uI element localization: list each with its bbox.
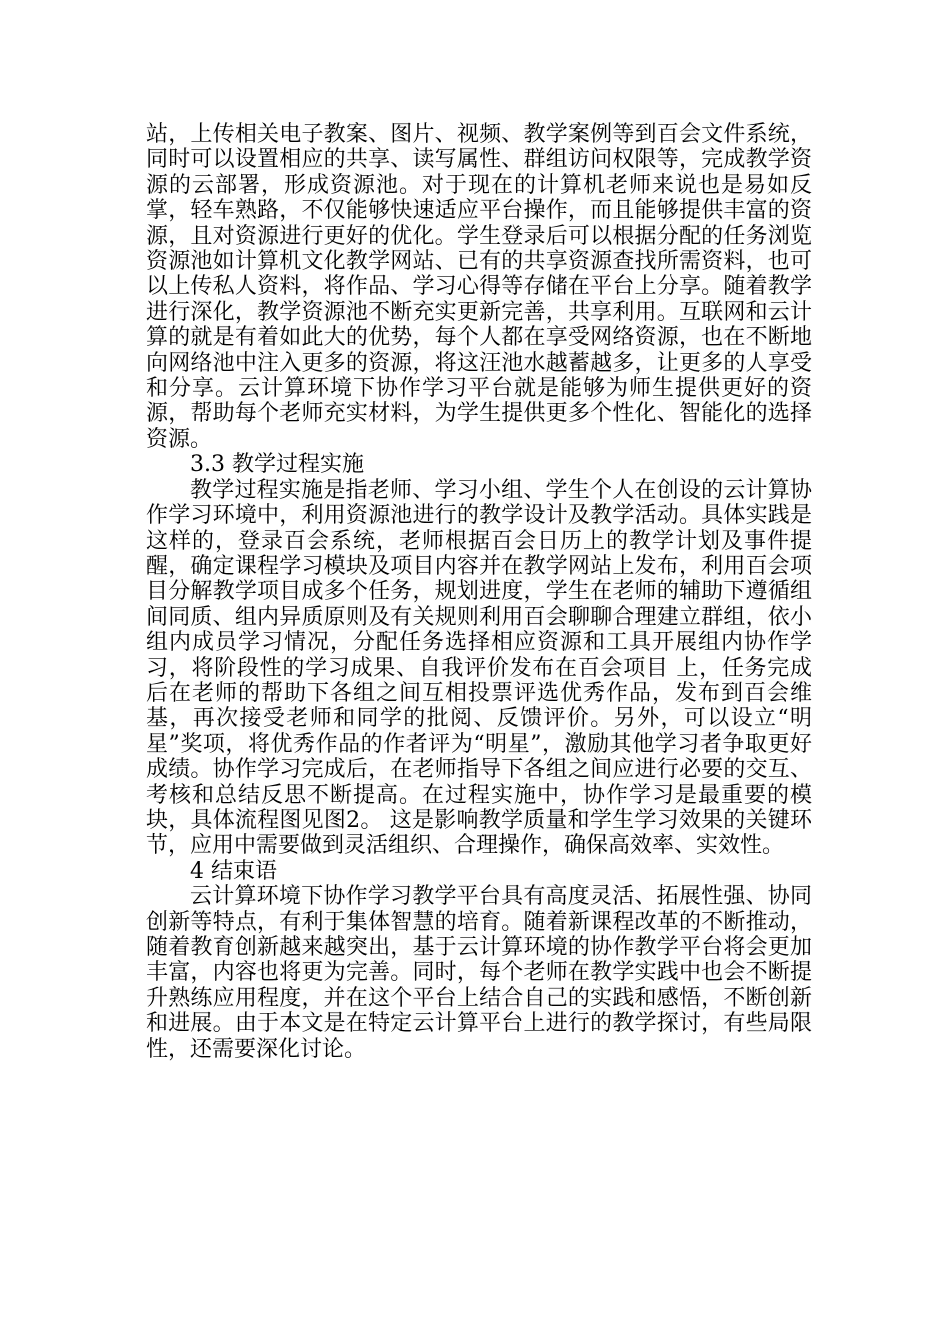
paragraph-conclusion: 云计算环境下协作学习教学平台具有高度灵活、拓展性强、协同创新等特点，有利于集体智慧的培育。随着新课程改革的不断推动，随着教育创新越来越突出，基于云计算环境的协作教学平台将会更加丰富，内容也将更为完善。同时，每个老师在教学实践中也会不断提升熟练应用程度，并在这个平台上结合自己的实践和感悟，不断创新和进展。由于本文是在特定云计算平台上进行的教学探讨，有些局限性，还需要深化讨论。	[146, 884, 812, 1062]
section-heading-3-3: 3.3 教学过程实施	[190, 452, 364, 478]
document-body	[146, 122, 812, 1062]
paragraph-resource-pool: 站，上传相关电子教案、图片、视频、教学案例等到百会文件系统，同时可以设置相应的共享、读写属性、群组访问权限等，完成教学资源的云部署，形成资源池。对于现在的计算机老师来说也是易如反掌，轻车熟路，不仅能够快速适应平台操作，而且能够提供丰富的资源，且对资源进行更好的优化。学生登录后可以根据分配的任务浏览资源池如计算机文化教学网站、已有的共享资源查找所需资料，也可以上传私人资料，将作品、学习心得等存储在平台上分享。随着教学进行深化，教学资源池不断充实更新完善，共享利用。互联网和云计算的就是有着如此大的优势，每个人都在享受网络资源，也在不断地向网络池中注入更多的资源，将这汪池水越蓄越多，让更多的人享受和分享。云计算环境下协作学习平台就是能够为师生提供更好的资源，帮助每个老师充实材料，为学生提供更多个性化、智能化的选择资源。	[146, 122, 812, 452]
section-heading-4: 4 结束语	[190, 858, 277, 884]
paragraph-teaching-process: 教学过程实施是指老师、学习小组、学生个人在创设的云计算协作学习环境中，利用资源池进行的教学设计及教学活动。具体实践是这样的，登录百会系统，老师根据百会日历上的教学计划及事件提醒，确定课程学习模块及项目内容并在教学网站上发布，利用百会项目分解教学项目成多个任务，规划进度，学生在老师的辅助下遵循组间同质、组内异质原则及有关规则利用百会聊聊合理建立群组，依小组内成员学习情况，分配任务选择相应资源和工具开展组内协作学习，将阶段性的学习成果、自我评价发布在百会项目 上，任务完成后在老师的帮助下各组之间互相投票评选优秀作品，发布到百会维基，再次接受老师和同学的批阅、反馈评价。另外，可以设立“明星”奖项，将优秀作品的作者评为“明星”，激励其他学习者争取更好成绩。协作学习完成后，在老师指导下各组之间应进行必要的交互、考核和总结反思不断提高。在过程实施中，协作学习是最重要的模块，具体流程图见图2。 这是影响教学质量和学生学习效果的关键环节，应用中需要做到灵活组织、合理操作，确保高效率、实效性。	[146, 477, 812, 859]
